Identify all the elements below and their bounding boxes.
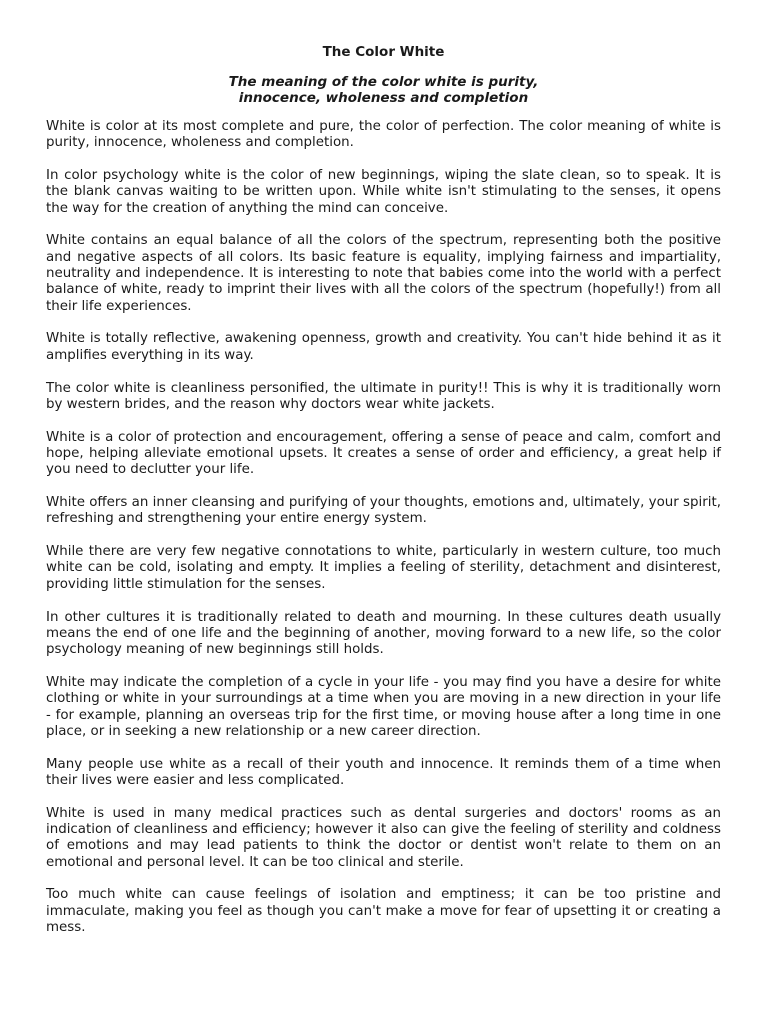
paragraph-11: Many people use white as a recall of their youth and innocence. It reminds them of a time when their lives were easier and less complicated.	[46, 756, 721, 788]
document-title: The Color White	[322, 44, 445, 60]
paragraph-6: White is a color of protection and encouragement, offering a sense of peace and calm, comfort and hope, helping alleviate emotional upsets. It creates a sense of order and efficiency, a great help if you need to declutter your life.	[46, 429, 721, 478]
paragraph-1: White is color at its most complete and pure, the color of perfection. The color meaning of white is purity, innocence, wholeness and completion.	[46, 119, 721, 151]
document-subtitle	[46, 74, 721, 106]
document-page	[46, 44, 721, 953]
paragraph-12: White is used in many medical practices such as dental surgeries and doctors' rooms as an indication of cleanliness and efficiency; however it also can give the feeling of sterility and coldness of emotions and may lead patients to think the doctor or dentist won't relate to them on an emotional and personal level. It can be too clinical and sterile.	[46, 805, 721, 870]
paragraph-8: While there are very few negative connotations to white, particularly in western culture, too much white can be cold, isolating and empty. It implies a feeling of sterility, detachment and disinterest, providing little stimulation for the senses.	[46, 544, 721, 592]
paragraph-13: Too much white can cause feelings of isolation and emptiness; it can be too pristine and immaculate, making you feel as though you can't make a move for fear of upsetting it or creating a mess.	[46, 887, 721, 935]
paragraph-3: White contains an equal balance of all the colors of the spectrum, representing both the positive and negative aspects of all colors. Its basic feature is equality, implying fairness and impartiality, neutrality and independence. It is interesting to note that babies come into the world with a perfect balance of white, ready to imprint their lives with all the colors of the spectrum (hopefully!) from all their life experiences.	[46, 233, 721, 314]
paragraph-2: In color psychology white is the color of new beginnings, wiping the slate clean, so to speak. It is the blank canvas waiting to be written upon. While white isn't stimulating to the senses, it opens the way for the creation of anything the mind can conceive.	[46, 168, 721, 216]
paragraph-5: The color white is cleanliness personified, the ultimate in purity!! This is why it is traditionally worn by western brides, and the reason why doctors wear white jackets.	[46, 380, 721, 412]
paragraph-9: In other cultures it is traditionally related to death and mourning. In these cultures death usually means the end of one life and the beginning of another, moving forward to a new life, so the color psychology meaning of new beginnings still holds.	[46, 609, 721, 658]
paragraph-10: White may indicate the completion of a cycle in your life - you may find you have a desire for white clothing or white in your surroundings at a time when you are moving in a new direction in your life - for example, planning an overseas trip for the first time, or moving house after a long time in one place, or in seeking a new relationship or a new career direction.	[46, 674, 721, 739]
subtitle-line-2: innocence, wholeness and completion	[238, 90, 529, 106]
paragraph-7: White offers an inner cleansing and purifying of your thoughts, emotions and, ultimately, your spirit, refreshing and strengthening your entire energy system.	[46, 495, 721, 527]
paragraph-4: White is totally reflective, awakening openness, growth and creativity. You can't hide behind it as it amplifies everything in its way.	[46, 331, 721, 363]
subtitle-line-1: The meaning of the color white is purity,	[228, 74, 539, 90]
